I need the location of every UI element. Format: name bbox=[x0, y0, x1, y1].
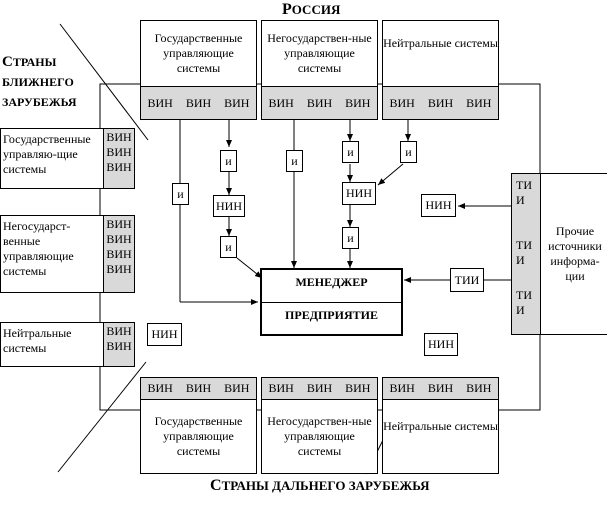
vin-label: ВИН bbox=[466, 381, 492, 395]
bottom-gov-systems-box bbox=[140, 377, 257, 474]
left-neutral-systems-label: Нейтральные системы bbox=[3, 326, 72, 355]
intermediary-node: и bbox=[172, 183, 189, 205]
vin-label: ВИН bbox=[306, 381, 333, 395]
tii-column-entry: ТИ И bbox=[516, 238, 532, 267]
left-nongov-systems-box bbox=[0, 215, 135, 293]
bottom-gov-vin-strip bbox=[140, 377, 257, 400]
bottom-nongov-vin-strip bbox=[261, 377, 378, 400]
bottom-neutral-systems-label: Нейтральные системы bbox=[383, 419, 498, 433]
vin-label: ВИН bbox=[427, 381, 454, 395]
left-neutral-systems-box bbox=[0, 322, 135, 367]
top-gov-systems-box bbox=[140, 20, 257, 120]
top-neutral-vin-strip bbox=[382, 86, 499, 120]
vin-label: ВИН bbox=[306, 95, 333, 110]
other-sources-box bbox=[540, 173, 607, 335]
vin-label: ВИН bbox=[106, 217, 132, 231]
vin-label: ВИН bbox=[106, 130, 132, 144]
vin-label: ВИН bbox=[389, 95, 415, 110]
near-abroad-heading: СТРАНЫ БЛИЖНЕГО ЗАРУБЕЖЬЯ bbox=[2, 54, 77, 109]
far-abroad-heading: СТРАНЫ ДАЛЬНЕГО ЗАРУБЕЖЬЯ bbox=[210, 477, 430, 494]
vin-label: ВИН bbox=[106, 262, 132, 276]
vin-label: ВИН bbox=[466, 95, 492, 110]
vin-label: ВИН bbox=[389, 381, 415, 395]
manager-divider bbox=[262, 302, 401, 303]
enterprise-title: ПРЕДПРИЯТИЕ bbox=[285, 308, 378, 322]
other-sources-label: Прочие источники информа-ции bbox=[548, 224, 602, 283]
intermediary-node: и bbox=[342, 141, 359, 163]
vin-label: ВИН bbox=[106, 247, 132, 261]
vin-label: ВИН bbox=[147, 95, 173, 110]
nin-node: НИН bbox=[213, 195, 245, 217]
top-gov-systems-label: Государственные управляющие системы bbox=[154, 31, 243, 75]
intermediary-node: и bbox=[400, 141, 417, 163]
manager-title: МЕНЕДЖЕР bbox=[295, 275, 368, 289]
bottom-nongov-systems-label: Негосударствен-ные управляющие системы bbox=[267, 414, 372, 458]
intermediary-node: и bbox=[220, 236, 237, 258]
vin-label: ВИН bbox=[106, 324, 132, 338]
left-nongov-systems-label: Негосударст-венные управляющие системы bbox=[3, 219, 74, 278]
nin-node: НИН bbox=[421, 194, 456, 217]
vin-label: ВИН bbox=[106, 145, 132, 159]
intermediary-node: и bbox=[342, 227, 359, 249]
left-nongov-vin-column bbox=[103, 215, 135, 293]
left-gov-systems-box bbox=[0, 128, 135, 189]
vin-label: ВИН bbox=[427, 95, 454, 110]
tii-column-entry: ТИ И bbox=[516, 288, 532, 317]
left-gov-vin-column bbox=[103, 128, 135, 189]
vin-label: ВИН bbox=[106, 160, 132, 174]
bottom-neutral-vin-strip bbox=[382, 377, 499, 400]
left-neutral-vin-column bbox=[103, 322, 135, 367]
intermediary-node: и bbox=[286, 150, 303, 172]
vin-label: ВИН bbox=[224, 381, 250, 395]
tii-column bbox=[511, 173, 541, 335]
vin-label: ВИН bbox=[345, 95, 371, 110]
top-nongov-systems-label: Негосударствен-ные управляющие системы bbox=[267, 31, 372, 75]
outer-frame bbox=[100, 84, 540, 410]
vin-label: ВИН bbox=[268, 381, 294, 395]
manager-enterprise-box bbox=[260, 268, 403, 336]
vin-label: ВИН bbox=[345, 381, 371, 395]
bottom-nongov-systems-box bbox=[261, 377, 378, 474]
nin-node: НИН bbox=[424, 333, 458, 356]
bottom-gov-systems-label: Государственные управляющие системы bbox=[154, 414, 243, 458]
vin-label: ВИН bbox=[224, 95, 250, 110]
vin-label: ВИН bbox=[106, 339, 132, 353]
vin-label: ВИН bbox=[147, 381, 173, 395]
intermediary-node: и bbox=[220, 150, 237, 172]
top-neutral-systems-label: Нейтральные системы bbox=[383, 36, 498, 50]
vin-label: ВИН bbox=[268, 95, 294, 110]
top-gov-vin-strip bbox=[140, 86, 257, 120]
russia-heading: РОССИЯ bbox=[282, 1, 341, 18]
tii-column-entry: ТИ И bbox=[516, 178, 532, 207]
diagonal-bottom-left bbox=[58, 362, 146, 472]
left-gov-systems-label: Государственные управляю-щие системы bbox=[3, 132, 91, 176]
top-neutral-systems-box bbox=[382, 20, 499, 120]
tii-node: ТИИ bbox=[450, 268, 484, 292]
nin-node: НИН bbox=[342, 182, 376, 205]
nin-node: НИН bbox=[147, 323, 182, 346]
vin-label: ВИН bbox=[185, 95, 212, 110]
vin-label: ВИН bbox=[106, 232, 132, 246]
top-nongov-systems-box bbox=[261, 20, 378, 120]
top-nongov-vin-strip bbox=[261, 86, 378, 120]
bottom-neutral-systems-box bbox=[382, 377, 499, 474]
vin-label: ВИН bbox=[185, 381, 212, 395]
